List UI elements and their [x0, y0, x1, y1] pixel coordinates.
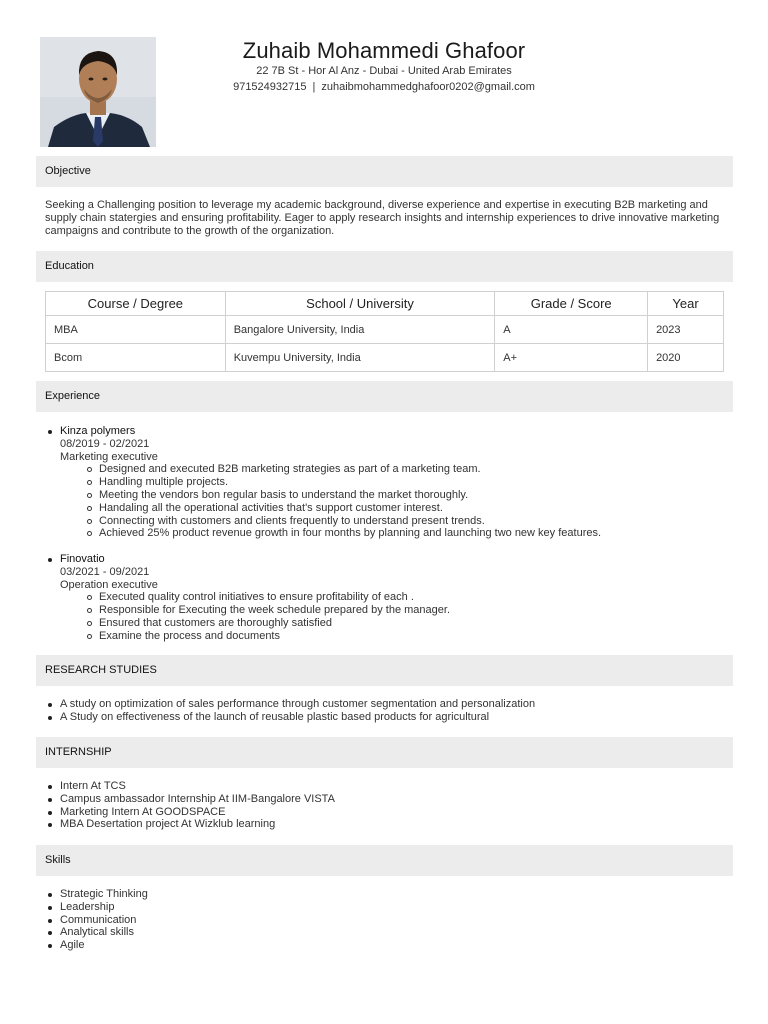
email-address: zuhaibmohammedghafoor0202@gmail.com	[321, 81, 535, 93]
duty-list	[60, 591, 725, 642]
duty-list	[60, 463, 725, 540]
list-item: Agile	[45, 939, 725, 952]
list-item: A Study on effectiveness of the launch of reusable plastic based products for agricultural	[45, 711, 725, 724]
school-cell: Bangalore University, India	[225, 316, 495, 344]
research-list	[45, 698, 725, 724]
portrait-image	[40, 37, 156, 147]
grade-cell: A+	[495, 344, 648, 372]
profile-photo	[40, 37, 156, 147]
objective-text: Seeking a Challenging position to leverage my academic background, diverse experience and expertise in executing B2B marketing and supply chain statergies and ensuring profitability. Eager to apply research insights and internship experiences to drive innovative marketing campaigns and contribute to the growth of the organization.	[45, 199, 720, 237]
duty-item: Executed quality control initiatives to ensure profitability of each .	[99, 591, 725, 604]
duty-item: Ensured that customers are thoroughly satisfied	[99, 617, 725, 630]
school-cell: Kuvempu University, India	[225, 344, 495, 372]
contact-line	[160, 81, 608, 93]
internship-list	[45, 780, 725, 831]
section-header-internship: INTERNSHIP	[36, 737, 733, 768]
duty-item: Responsible for Executing the week schedule prepared by the manager.	[99, 604, 725, 617]
course-cell: Bcom	[46, 344, 226, 372]
grade-cell: A	[495, 316, 648, 344]
experience-list-2	[45, 553, 725, 643]
column-header: Grade / Score	[495, 292, 648, 316]
list-item: Intern At TCS	[45, 780, 725, 793]
list-item: Communication	[45, 914, 725, 927]
list-item: Marketing Intern At GOODSPACE	[45, 806, 725, 819]
list-item: Analytical skills	[45, 926, 725, 939]
company-name: Finovatio	[60, 553, 105, 565]
education-header-row	[46, 292, 724, 316]
phone-number: 971524932715	[233, 81, 307, 93]
contact-separator: |	[312, 81, 316, 93]
course-cell: MBA	[46, 316, 226, 344]
job-entry	[45, 425, 725, 540]
list-item: A study on optimization of sales performance through customer segmentation and personalization	[45, 698, 725, 711]
job-role: Marketing executive	[60, 450, 158, 463]
job-dates: 08/2019 - 02/2021	[60, 437, 150, 450]
section-header-research: RESEARCH STUDIES	[36, 655, 733, 686]
duty-item: Handaling all the operational activities that's support customer interest.	[99, 502, 725, 515]
job-role: Operation executive	[60, 578, 158, 591]
column-header: Course / Degree	[46, 292, 226, 316]
company-name: Kinza polymers	[60, 425, 136, 437]
candidate-name: Zuhaib Mohammedi Ghafoor	[242, 38, 526, 63]
column-header: Year	[648, 292, 724, 316]
job-dates: 03/2021 - 09/2021	[60, 565, 150, 578]
year-cell: 2020	[648, 344, 724, 372]
column-header: School / University	[225, 292, 495, 316]
list-item: Campus ambassador Internship At IIM-Bangalore VISTA	[45, 793, 725, 806]
job-entry	[45, 553, 725, 643]
table-row	[46, 344, 724, 372]
duty-item: Achieved 25% product revenue growth in four months by planning and launching two new key features.	[99, 527, 725, 540]
duty-item: Meeting the vendors bon regular basis to understand the market thoroughly.	[99, 489, 725, 502]
duty-item: Handling multiple projects.	[99, 476, 725, 489]
duty-item: Connecting with customers and clients frequently to understand present trends.	[99, 515, 725, 528]
section-header-skills: Skills	[36, 845, 733, 876]
table-row	[46, 316, 724, 344]
section-header-education: Education	[36, 251, 733, 282]
list-item: Strategic Thinking	[45, 888, 725, 901]
section-header-experience: Experience	[36, 381, 733, 412]
list-item: MBA Desertation project At Wizklub learning	[45, 818, 725, 831]
list-item: Leadership	[45, 901, 725, 914]
year-cell: 2023	[648, 316, 724, 344]
duty-item: Examine the process and documents	[99, 630, 725, 643]
experience-list	[45, 425, 725, 540]
address: 22 7B St - Hor Al Anz - Dubai - United Arab Emirates	[256, 65, 512, 77]
education-table	[45, 291, 724, 372]
duty-item: Designed and executed B2B marketing strategies as part of a marketing team.	[99, 463, 725, 476]
skills-list	[45, 888, 725, 952]
section-header-objective: Objective	[36, 156, 733, 187]
